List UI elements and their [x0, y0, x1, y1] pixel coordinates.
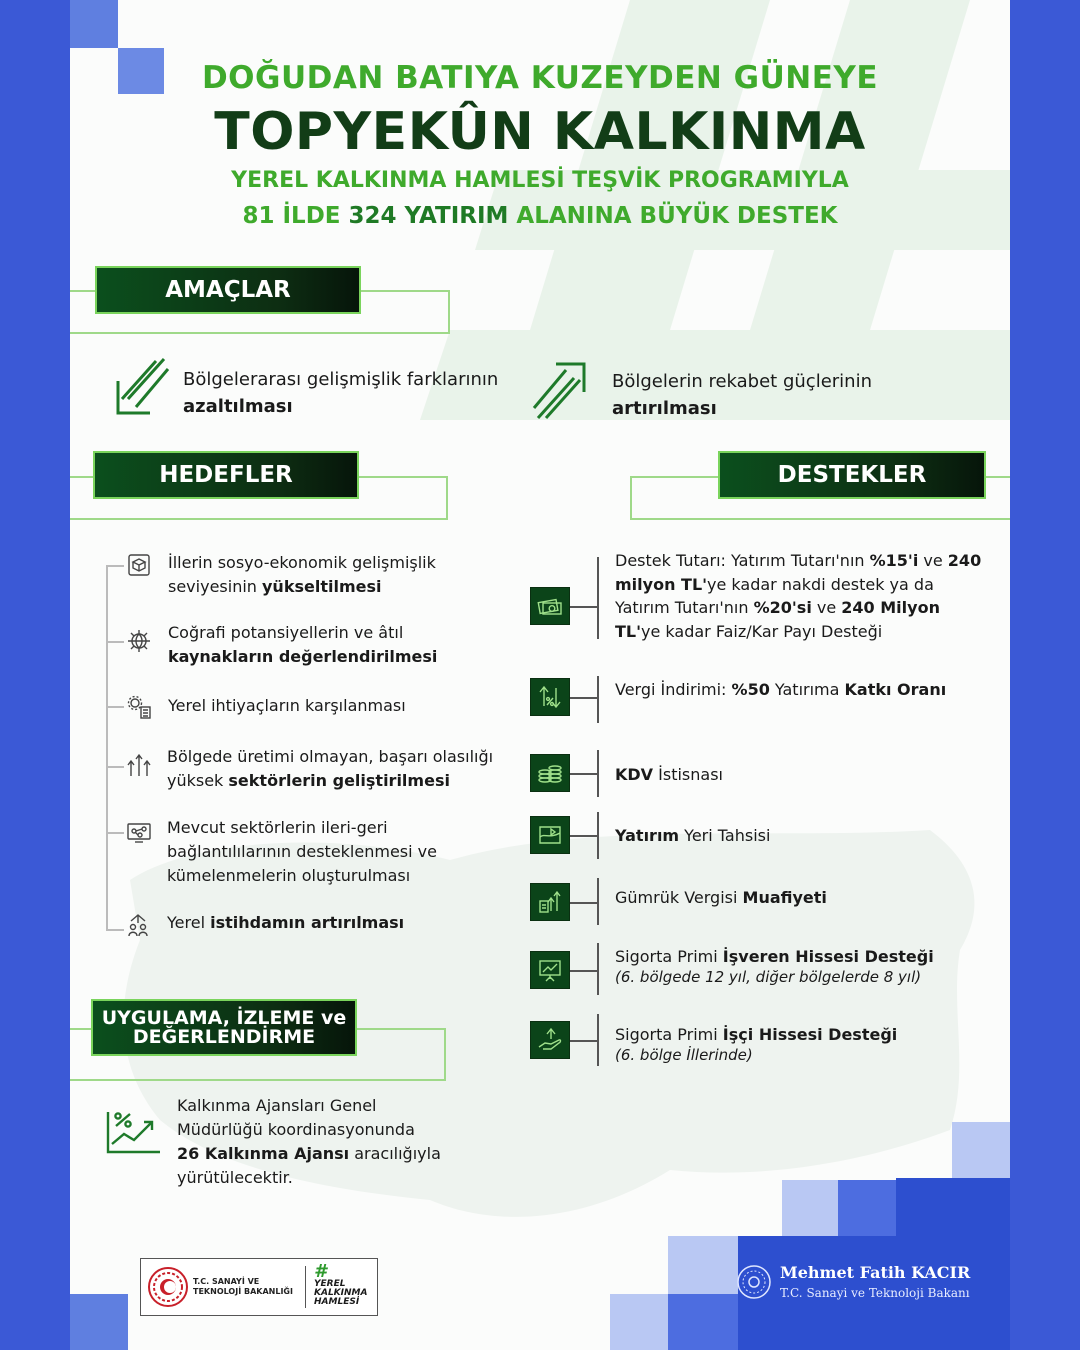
tick [106, 565, 124, 567]
chart-board-icon [537, 957, 563, 983]
support-1-part: %15'i [869, 551, 919, 570]
target-1-pre: İllerin sosyo-ekonomik gelişmişlik seviyesinin [168, 553, 436, 596]
support-7-bar [597, 1014, 599, 1066]
percent-chart-icon [104, 1110, 162, 1156]
target-2-bold: kaynakların değerlendirilmesi [168, 647, 438, 666]
ministry-line-1: T.C. SANAYİ VE [193, 1277, 260, 1286]
decor-square [70, 1294, 128, 1350]
support-1-text [615, 549, 985, 643]
support-7-text [615, 1024, 985, 1066]
aim-2-text: Bölgelerin rekabet güçlerinin [612, 371, 872, 392]
line4-pre: 81 İLDE [242, 203, 349, 229]
support-4-icon-box [530, 816, 570, 854]
support-5-text [615, 886, 985, 910]
hash-icon: # [314, 1261, 327, 1282]
implementation-bold: 26 Kalkınma Ajansı [177, 1144, 350, 1163]
section-destekler: DESTEKLER [718, 451, 986, 499]
support-3-bar [597, 750, 599, 797]
network-screen-icon [126, 819, 152, 845]
line4-bold: 324 YATIRIM [348, 203, 509, 229]
minister-title: T.C. Sanayi ve Teknoloji Bakanı [780, 1286, 970, 1300]
support-3-part: İstisnası [653, 765, 723, 784]
tick [106, 706, 124, 708]
support-6-icon-box [530, 951, 570, 989]
support-3-text [615, 763, 985, 787]
support-5-bar [597, 878, 599, 925]
target-6 [167, 911, 487, 935]
decor-square [952, 1122, 1010, 1178]
support-5-part: Muafiyeti [742, 888, 827, 907]
implementation-post: aracılığıyla [349, 1144, 441, 1163]
implementation-line-4: yürütülecektir. [177, 1168, 293, 1187]
target-4 [167, 745, 507, 793]
poster [70, 0, 1010, 1350]
decor-square [896, 1178, 1010, 1236]
connector [570, 835, 597, 837]
support-1-part: ve [918, 551, 948, 570]
support-4-bar [597, 812, 599, 859]
support-6-text [615, 946, 985, 988]
aim-2-bold: artırılması [612, 398, 717, 419]
uygulama-line-1: UYGULAMA, İZLEME ve [101, 1006, 347, 1029]
target-3-pre: Yerel ihtiyaçların karşılanması [168, 696, 406, 715]
header-main-title: TOPYEKÛN KALKINMA [214, 102, 866, 162]
tick [106, 766, 124, 768]
line4-post: ALANINA BÜYÜK DESTEK [508, 203, 838, 229]
uygulama-line-2: DEĞERLENDİRME [132, 1025, 316, 1048]
decor-square [838, 1180, 896, 1236]
aim-1 [183, 366, 498, 420]
support-1-part: %20'si [753, 598, 812, 617]
support-6-part: Sigorta Primi [615, 947, 723, 966]
growth-arrows-icon [126, 752, 152, 778]
header-line-1: DOĞUDAN BATIYA KUZEYDEN GÜNEYE [201, 60, 879, 96]
support-1-part: ve [811, 598, 842, 617]
footer-logo-box [140, 1258, 378, 1316]
land-icon [537, 823, 563, 847]
connector [570, 902, 597, 904]
header-line-4 [70, 203, 1010, 229]
support-7-part: (6. bölge İllerinde) [615, 1046, 753, 1064]
support-2-part: Vergi İndirimi: [615, 680, 732, 699]
support-6-part: İşveren Hissesi Desteği [722, 947, 934, 966]
customs-icon [537, 889, 563, 915]
arrows-up-icon [532, 360, 588, 422]
money-icon [537, 595, 563, 617]
support-4-part: Yatırım [615, 826, 680, 845]
support-1-part: 240 milyon TL' [615, 551, 982, 594]
support-2-part: Katkı Oranı [844, 680, 947, 699]
support-5-part: Gümrük Vergisi [615, 888, 743, 907]
ministry-emblem-icon [147, 1266, 189, 1308]
target-6-bold: istihdamın artırılması [210, 913, 405, 932]
target-2-pre: Coğrafi potansiyellerin ve âtıl [168, 623, 404, 642]
support-4-part: Yeri Tahsisi [679, 826, 771, 845]
target-5 [167, 816, 467, 888]
decor-square [668, 1236, 738, 1294]
ykh-logo [314, 1261, 368, 1307]
implementation-line-1: Kalkınma Ajansları Genel [177, 1096, 377, 1115]
aim-2 [612, 368, 872, 422]
tick [106, 929, 124, 931]
connector [570, 697, 597, 699]
section-amaclar: AMAÇLAR [95, 266, 361, 314]
target-1 [168, 551, 458, 599]
decor-square [118, 48, 164, 94]
support-6-part: (6. bölgede 12 yıl, diğer bölgelerde 8 yıl) [615, 968, 922, 986]
ykh-line-2: KALKINMA [314, 1288, 368, 1298]
support-7-part: İşçi Hissesi Desteği [722, 1025, 898, 1044]
target-4-bold: sektörlerin geliştirilmesi [228, 771, 450, 790]
support-1-bar [597, 557, 599, 639]
support-1-part: ye kadar Faiz/Kar Payı Desteği [641, 621, 883, 641]
header-line-3: YEREL KALKINMA HAMLESİ TEŞVİK PROGRAMIYLA [231, 168, 849, 193]
support-7-part: Sigorta Primi [615, 1025, 723, 1044]
tick [106, 832, 124, 834]
ministry-seal-icon [736, 1264, 772, 1300]
tick [106, 641, 124, 643]
ministry-name [193, 1277, 297, 1297]
support-2-text [615, 678, 985, 702]
support-1-icon-box [530, 587, 570, 625]
decor-square [782, 1180, 838, 1236]
target-5-pre: Mevcut sektörlerin ileri-geri bağlantılılarının desteklenmesi ve kümelenmelerin oluşturulması [167, 818, 437, 885]
support-3-part: KDV [615, 765, 654, 784]
aim-1-text: Bölgelerarası gelişmişlik farklarının [183, 369, 499, 390]
support-7-icon-box [530, 1021, 570, 1059]
connector [570, 1040, 597, 1042]
decor-square [668, 1294, 738, 1350]
support-1-part: ye kadar nakdi destek ya da Yatırım Tutarı'nın [615, 574, 934, 617]
ministry-line-2: TEKNOLOJİ BAKANLIĞI [193, 1287, 293, 1296]
target-6-pre: Yerel [167, 913, 211, 932]
support-4-text [615, 824, 985, 848]
decor-square [610, 1294, 668, 1350]
globe-gear-icon [126, 628, 152, 654]
support-1-part: Destek Tutarı: Yatırım Tutarı'nın [615, 551, 870, 570]
tax-percent-icon [537, 684, 563, 710]
arrows-down-icon [114, 355, 170, 417]
ykh-line-1: YEREL [314, 1279, 346, 1289]
workers-up-icon [126, 912, 152, 938]
hand-arrow-icon [537, 1027, 563, 1053]
implementation-line-3 [177, 1142, 477, 1166]
implementation-text [177, 1094, 477, 1190]
targets-tree-line [106, 565, 108, 930]
coins-icon [537, 762, 563, 784]
connector [570, 606, 597, 608]
target-4-pre: Bölgede üretimi olmayan, başarı olasılığı yüksek [167, 747, 494, 790]
minister-name: Mehmet Fatih KACIR [780, 1263, 971, 1282]
support-2-bar [597, 676, 599, 723]
decor-square [70, 0, 118, 48]
section-uygulama [91, 999, 357, 1056]
implementation-line-2: Müdürlüğü koordinasyonunda [177, 1120, 415, 1139]
section-hedefler: HEDEFLER [93, 451, 359, 499]
support-1-part: 240 Milyon TL' [615, 598, 940, 641]
connector [570, 970, 597, 972]
aim-1-bold: azaltılması [183, 396, 293, 417]
ykh-line-3: HAMLESİ [314, 1297, 360, 1307]
support-2-part: Yatırıma [769, 680, 845, 699]
gears-building-icon [126, 694, 152, 720]
target-3 [168, 694, 488, 718]
logo-separator [305, 1266, 306, 1308]
target-2 [168, 621, 468, 669]
support-2-part: %50 [731, 680, 770, 699]
support-2-icon-box [530, 678, 570, 716]
support-3-icon-box [530, 754, 570, 792]
target-1-bold: yükseltilmesi [262, 577, 382, 596]
support-6-bar [597, 943, 599, 995]
connector [570, 773, 597, 775]
cube-map-icon [126, 552, 152, 578]
support-5-icon-box [530, 883, 570, 921]
